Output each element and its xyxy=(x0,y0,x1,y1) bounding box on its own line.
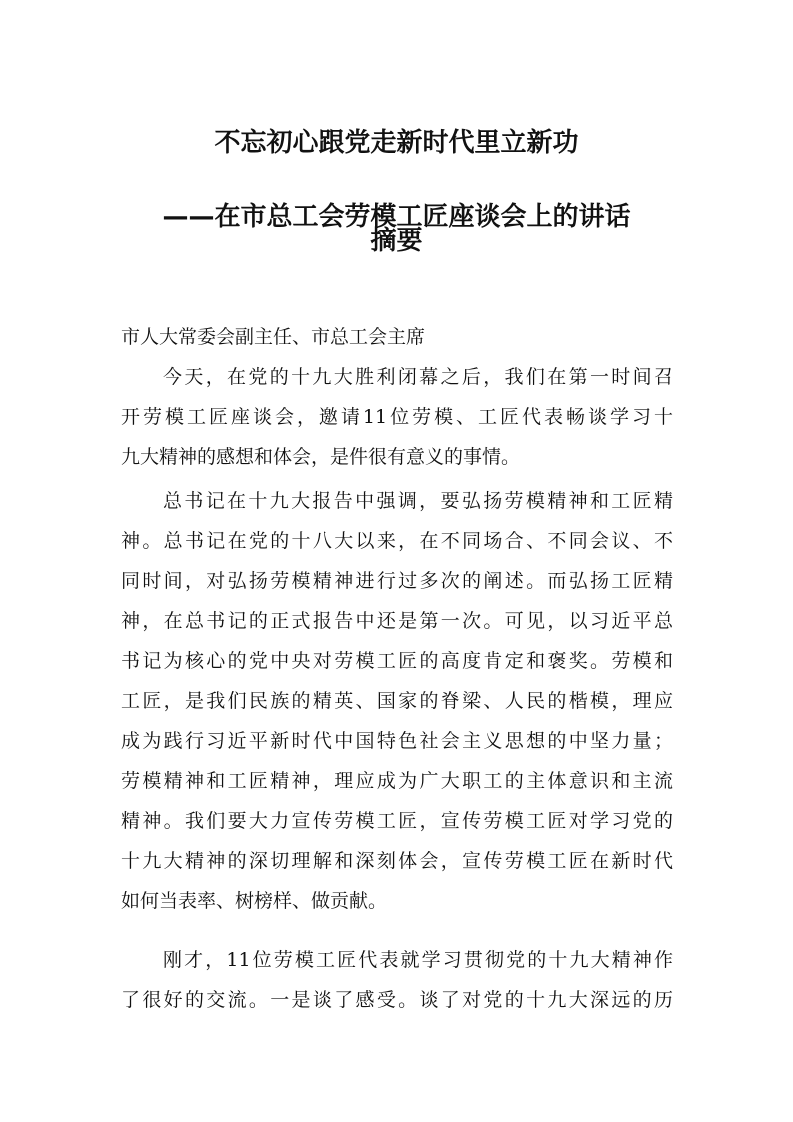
paragraph xyxy=(121,357,673,477)
text-line: 刚才，11位劳模工匠代表就学习贯彻党的十九大精神作 xyxy=(163,949,673,971)
paragraph xyxy=(121,940,673,1020)
text-line: 今天，在党的十九大胜利闭幕之后，我们在第一时间召 xyxy=(163,366,673,388)
text-line: 劳模精神和工匠精神，理应成为广大职工的主体意识和主流 xyxy=(121,770,673,792)
text-line: 书记为核心的党中央对劳模工匠的高度肯定和褒奖。劳模和 xyxy=(121,650,673,672)
text-line: 神。总书记在党的十八大以来，在不同场合、不同会议、不 xyxy=(121,530,673,552)
text-line: 了很好的交流。一是谈了感受。谈了对党的十九大深远的历 xyxy=(121,989,673,1011)
text-line: 十九大精神的深切理解和深刻体会，宣传劳模工匠在新时代 xyxy=(121,850,673,872)
author-line: 市人大常委会副主任、市总工会主席 xyxy=(121,326,426,348)
text-line: 工匠，是我们民族的精英、国家的脊梁、人民的楷模，理应 xyxy=(121,690,673,712)
text-line: 如何当表率、树榜样、做贡献。 xyxy=(121,890,388,912)
text-line: 神，在总书记的正式报告中还是第一次。可见，以习近平总 xyxy=(121,610,673,632)
text-line: 同时间，对弘扬劳模精神进行过多次的阐述。而弘扬工匠精 xyxy=(121,570,673,592)
text-line: 开劳模工匠座谈会，邀请11位劳模、工匠代表畅谈学习十 xyxy=(121,406,673,428)
text-line: 成为践行习近平新时代中国特色社会主义思想的中坚力量； xyxy=(121,730,673,752)
text-line: 精神。我们要大力宣传劳模工匠，宣传劳模工匠对学习党的 xyxy=(121,810,673,832)
paragraph xyxy=(121,481,673,921)
text-line: 总书记在十九大报告中强调，要弘扬劳模精神和工匠精 xyxy=(163,490,673,512)
document-title: 不忘初心跟党走新时代里立新功 xyxy=(214,128,579,158)
document-subtitle-line1: ——在市总工会劳模工匠座谈会上的讲话 xyxy=(162,202,631,232)
text-line: 九大精神的感想和体会，是件很有意义的事情。 xyxy=(121,446,521,468)
document-subtitle-line2: 摘要 xyxy=(370,226,423,256)
